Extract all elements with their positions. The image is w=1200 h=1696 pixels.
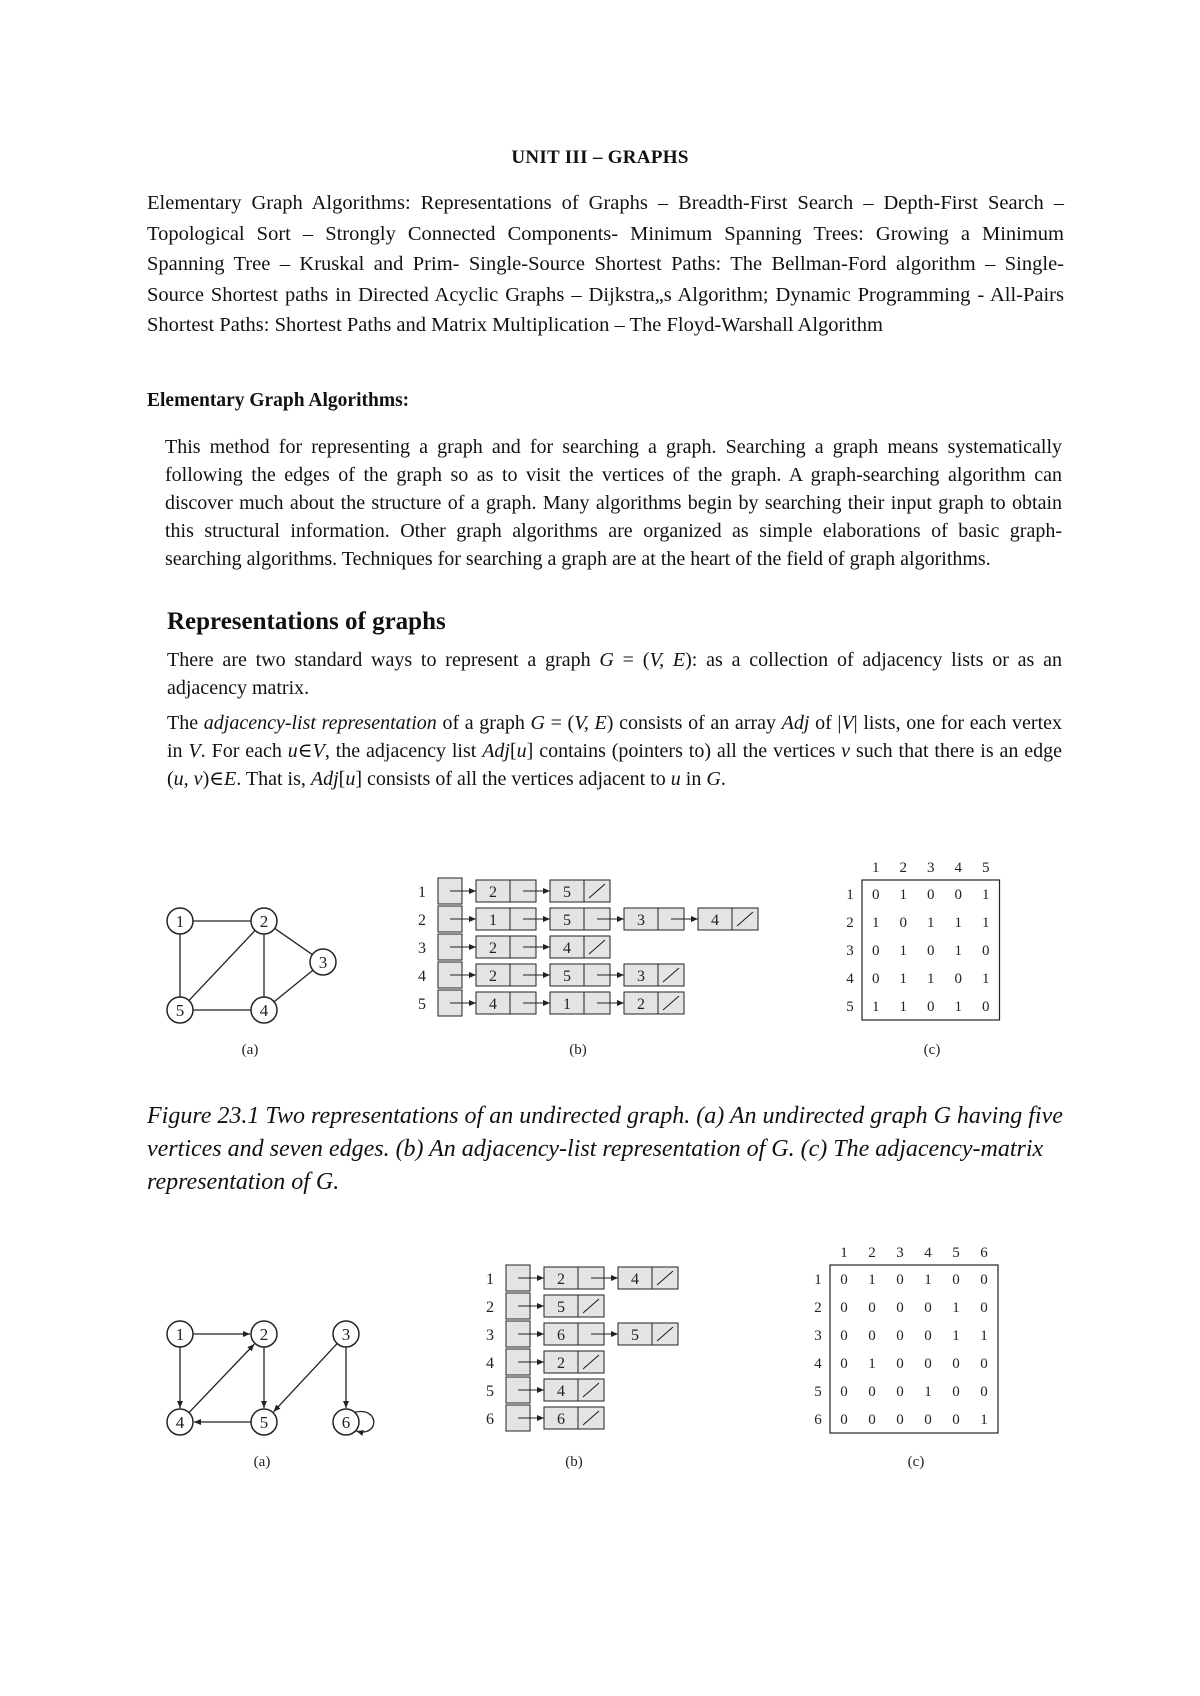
panel-label-b: (b) [569, 1042, 587, 1058]
graph-edge [274, 970, 313, 1002]
matrix-row-header: 1 [846, 887, 854, 903]
matrix-cell: 1 [982, 971, 990, 987]
matrix-cell: 0 [896, 1328, 904, 1344]
matrix-cell: 0 [896, 1356, 904, 1372]
row-index-label: 1 [418, 884, 426, 901]
row-index-label: 2 [486, 1299, 494, 1316]
row-index-label: 3 [418, 940, 426, 957]
matrix-cell: 0 [840, 1272, 848, 1288]
matrix-cell: 1 [872, 999, 880, 1015]
matrix-border [830, 1265, 998, 1433]
matrix-column-header: 3 [896, 1245, 904, 1261]
matrix-cell: 0 [868, 1384, 876, 1400]
page-title: UNIT III – GRAPHS [511, 147, 689, 168]
matrix-cell: 0 [954, 887, 962, 903]
matrix-cell: 1 [982, 887, 990, 903]
figure-2 [167, 1245, 998, 1470]
matrix-cell: 1 [952, 1328, 960, 1344]
matrix-cell: 1 [954, 943, 962, 959]
matrix-cell: 1 [980, 1328, 988, 1344]
matrix-column-header: 2 [868, 1245, 876, 1261]
matrix-cell: 0 [840, 1300, 848, 1316]
matrix-column-header: 1 [840, 1245, 848, 1261]
matrix-cell: 0 [952, 1356, 960, 1372]
matrix-cell: 0 [982, 999, 990, 1015]
syllabus-paragraph: Elementary Graph Algorithms: Representations of Graphs – Breadth-First Search – Depth-First Search – Topological Sort – Strongly Connected Components- Minimum Spanning Trees: Growing a Minimum Spanning Tree – Kruskal and Prim- Single-Source Shortest Paths: The Bellman-Ford algorithm – Single-Source Shortest paths in Directed Acyclic Graphs – Dijkstra„s Algorithm; Dynamic Programming - All-Pairs Shortest Paths: Shortest Paths and Matrix Multiplication – The Floyd-Warshall Algorithm [147, 192, 1064, 336]
vertex-label: 3 [341, 1325, 351, 1344]
matrix-cell: 0 [927, 999, 935, 1015]
matrix-cell: 0 [872, 971, 880, 987]
matrix-cell: 1 [980, 1412, 988, 1428]
matrix-row-header: 6 [814, 1412, 822, 1428]
matrix-column-header: 6 [980, 1245, 988, 1261]
panel-label-c: (c) [907, 1454, 925, 1470]
vertex-label: 6 [341, 1413, 351, 1432]
matrix-cell: 0 [872, 887, 880, 903]
list-node-label: 3 [637, 968, 645, 985]
matrix-row-header: 2 [814, 1300, 822, 1316]
row-index-label: 5 [418, 996, 426, 1013]
elementary-paragraph: This method for representing a graph and for searching a graph. Searching a graph means systematically following the edges of the graph so as to visit the vertices of the graph. A graph-searching algorithm can discover much about the structure of a graph. Many algorithms begin by searching their input graph to obtain this structural information. Other graph algorithms are organized as simple elaborations of basic graph-searching algorithms. Techniques for searching a graph are at the heart of the field of graph algorithms. [165, 436, 1062, 570]
matrix-cell: 0 [924, 1412, 932, 1428]
matrix-cell: 0 [980, 1300, 988, 1316]
matrix-cell: 1 [927, 915, 935, 931]
matrix-cell: 1 [899, 943, 907, 959]
vertex-label: 2 [259, 912, 269, 931]
list-node-label: 2 [557, 1271, 565, 1288]
representations-paragraph-2: The adjacency-list representation of a graph G = (V, E) consists of an array Adj of |V| lists, one for each vertex in V. For each u∈V, the adjacency list Adj[u] contains (pointers to) all the vertices v such that there is an edge (u, v)∈E. That is, Adj[u] consists of all the vertices adjacent to u in G. [167, 712, 1063, 790]
matrix-cell: 0 [982, 943, 990, 959]
matrix-cell: 0 [840, 1356, 848, 1372]
vertex-label: 5 [259, 1413, 269, 1432]
list-node-label: 6 [557, 1327, 565, 1344]
matrix-cell: 0 [868, 1300, 876, 1316]
matrix-row-header: 3 [814, 1328, 822, 1344]
list-node-label: 4 [563, 940, 571, 957]
graph-edge [189, 1344, 254, 1412]
graph-edge [189, 930, 255, 1000]
section-heading-elementary: Elementary Graph Algorithms: [147, 390, 410, 411]
list-node-label: 5 [563, 884, 571, 901]
matrix-cell: 0 [980, 1356, 988, 1372]
list-node-label: 2 [637, 996, 645, 1013]
matrix-cell: 1 [954, 999, 962, 1015]
list-node-label: 4 [557, 1383, 565, 1400]
matrix-cell: 1 [952, 1300, 960, 1316]
matrix-cell: 0 [896, 1384, 904, 1400]
matrix-cell: 0 [924, 1356, 932, 1372]
graph-edge [275, 928, 313, 954]
matrix-cell: 0 [868, 1412, 876, 1428]
figure-caption: Figure 23.1 Two representations of an undirected graph. (a) An undirected graph G having five vertices and seven edges. (b) An adjacency-list representation of G. (c) The adjacency-matrix representation of G. [147, 1103, 1063, 1195]
list-node-label: 4 [631, 1271, 639, 1288]
list-node-label: 6 [557, 1411, 565, 1428]
matrix-cell: 0 [899, 915, 907, 931]
matrix-column-header: 4 [954, 860, 962, 876]
panel-label-c: (c) [923, 1042, 941, 1058]
vertex-label: 3 [318, 953, 328, 972]
list-node-label: 5 [631, 1327, 639, 1344]
matrix-cell: 0 [980, 1384, 988, 1400]
matrix-cell: 0 [896, 1412, 904, 1428]
row-index-label: 1 [486, 1271, 494, 1288]
vertex-label: 5 [175, 1001, 185, 1020]
matrix-cell: 0 [924, 1300, 932, 1316]
matrix-cell: 1 [868, 1356, 876, 1372]
matrix-cell: 0 [896, 1272, 904, 1288]
matrix-column-header: 5 [952, 1245, 960, 1261]
matrix-cell: 0 [952, 1384, 960, 1400]
list-node-label: 4 [489, 996, 497, 1013]
matrix-column-header: 2 [899, 860, 907, 876]
matrix-row-header: 4 [846, 971, 854, 987]
section-heading-representations: Representations of graphs [167, 608, 446, 635]
row-index-label: 4 [418, 968, 426, 985]
matrix-cell: 0 [980, 1272, 988, 1288]
matrix-column-header: 3 [927, 860, 935, 876]
list-node-label: 2 [489, 940, 497, 957]
list-node-label: 2 [557, 1355, 565, 1372]
matrix-column-header: 1 [872, 860, 880, 876]
list-node-label: 2 [489, 884, 497, 901]
matrix-cell: 1 [872, 915, 880, 931]
matrix-cell: 1 [899, 971, 907, 987]
panel-label-a: (a) [253, 1454, 271, 1470]
matrix-cell: 0 [924, 1328, 932, 1344]
graph-edge [274, 1344, 338, 1412]
list-node-label: 4 [711, 912, 719, 929]
matrix-cell: 1 [924, 1384, 932, 1400]
matrix-column-header: 5 [982, 860, 990, 876]
matrix-cell: 0 [896, 1300, 904, 1316]
figure-1 [167, 860, 1000, 1058]
list-node-label: 1 [489, 912, 497, 929]
vertex-label: 4 [175, 1413, 185, 1432]
list-node-label: 2 [489, 968, 497, 985]
matrix-cell: 0 [952, 1272, 960, 1288]
vertex-label: 2 [259, 1325, 269, 1344]
matrix-cell: 0 [927, 887, 935, 903]
row-index-label: 3 [486, 1327, 494, 1344]
list-node-label: 5 [563, 968, 571, 985]
panel-label-a: (a) [241, 1042, 259, 1058]
matrix-row-header: 3 [846, 943, 854, 959]
matrix-cell: 1 [954, 915, 962, 931]
row-index-label: 5 [486, 1383, 494, 1400]
panel-label-b: (b) [565, 1454, 583, 1470]
matrix-cell: 1 [899, 999, 907, 1015]
matrix-cell: 0 [840, 1328, 848, 1344]
matrix-cell: 0 [840, 1384, 848, 1400]
matrix-cell: 0 [840, 1412, 848, 1428]
list-node-label: 5 [557, 1299, 565, 1316]
matrix-row-header: 2 [846, 915, 854, 931]
matrix-cell: 0 [952, 1412, 960, 1428]
list-node-label: 3 [637, 912, 645, 929]
matrix-cell: 1 [924, 1272, 932, 1288]
matrix-row-header: 4 [814, 1356, 822, 1372]
matrix-cell: 0 [927, 943, 935, 959]
matrix-column-header: 4 [924, 1245, 932, 1261]
row-index-label: 6 [486, 1411, 494, 1428]
vertex-label: 1 [175, 1325, 185, 1344]
matrix-cell: 1 [982, 915, 990, 931]
row-index-label: 2 [418, 912, 426, 929]
vertex-label: 1 [175, 912, 185, 931]
list-node-label: 1 [563, 996, 571, 1013]
matrix-cell: 0 [872, 943, 880, 959]
vertex-label: 4 [259, 1001, 269, 1020]
matrix-cell: 0 [954, 971, 962, 987]
matrix-row-header: 1 [814, 1272, 822, 1288]
list-node-label: 5 [563, 912, 571, 929]
matrix-row-header: 5 [846, 999, 854, 1015]
matrix-row-header: 5 [814, 1384, 822, 1400]
row-index-label: 4 [486, 1355, 494, 1372]
matrix-cell: 0 [868, 1328, 876, 1344]
matrix-cell: 1 [868, 1272, 876, 1288]
matrix-cell: 1 [899, 887, 907, 903]
representations-paragraph-1: There are two standard ways to represent a graph G = (V, E): as a collection of adjacency lists or as an adjacency matrix. [167, 649, 1063, 699]
matrix-cell: 1 [927, 971, 935, 987]
